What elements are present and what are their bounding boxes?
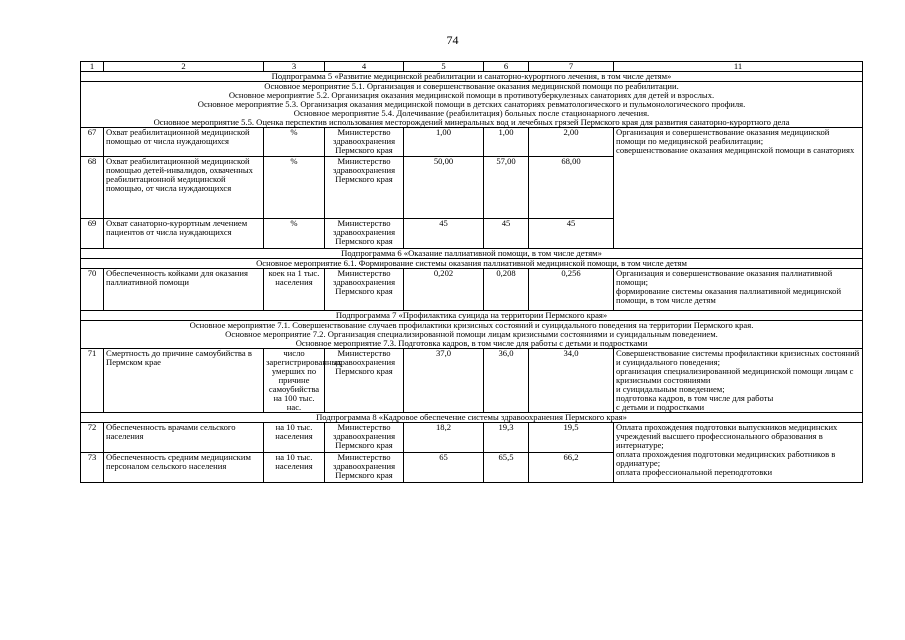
value-col6: 57,00 — [484, 157, 529, 219]
header-cell: 11 — [614, 62, 863, 72]
value-col5: 0,202 — [404, 269, 484, 311]
responsible-org: Министерство здравоохранения Пермского края — [325, 453, 404, 483]
measures-note: Организация и совершенствование оказания паллиативной помощи; формирование системы оказания паллиативной медицинской помощи, в том числе детям — [614, 269, 863, 311]
measures-note: Организация и совершенствование оказания медицинской помощи по медицинской реабилитации; совершенствование оказания медицинской помощи в санаториях — [614, 128, 863, 249]
indicator-name: Охват санаторно-курортным лечением пациентов от числа нуждающихся — [104, 219, 264, 249]
subprogram-6-title: Подпрограмма 6 «Оказание паллиативной помощи, в том числе детям» — [81, 249, 863, 259]
row-number: 71 — [81, 349, 104, 413]
value-col6: 45 — [484, 219, 529, 249]
header-cell: 3 — [264, 62, 325, 72]
row-number: 70 — [81, 269, 104, 311]
measures-note: Совершенствование системы профилактики кризисных состояний и суицидального поведения; организация специализированной медицинской помощи лицам с кризисными состояниями и суицидальным поведением; подготовка кадров, в том числе для работы с детьми и подростками — [614, 349, 863, 413]
value-col7: 19,5 — [529, 423, 614, 453]
value-col5: 18,2 — [404, 423, 484, 453]
unit: коек на 1 тыс. населения — [264, 269, 325, 311]
unit: % — [264, 219, 325, 249]
indicator-name: Охват реабилитационной медицинской помощью детей-инвалидов, охваченных реабилитационной медицинской помощью, от числа нуждающихся — [104, 157, 264, 219]
responsible-org: Министерство здравоохранения Пермского края — [325, 157, 404, 219]
value-col7: 68,00 — [529, 157, 614, 219]
table-row — [81, 128, 863, 157]
row-number: 67 — [81, 128, 104, 157]
responsible-org: Министерство здравоохранения Пермского края — [325, 128, 404, 157]
value-col6: 19,3 — [484, 423, 529, 453]
header-cell: 6 — [484, 62, 529, 72]
value-col6: 65,5 — [484, 453, 529, 483]
subprogram-7-measures: Основное мероприятие 7.1. Совершенствование случаев профилактики кризисных состояний и суицидального поведения на территории Пермского края. Основное мероприятие 7.2. Организация специализированной помощи лицам кризисными состояниями и суицидальным поведением. Основное мероприятие 7.3. Подготовка кадров, в том числе для работы с детьми и подростками — [81, 321, 863, 349]
responsible-org: Министерство здравоохранения Пермского края — [325, 423, 404, 453]
page-number: 74 — [446, 33, 459, 47]
value-col5: 50,00 — [404, 157, 484, 219]
measures-note: Оплата прохождения подготовки выпускников медицинских учреждений высшего профессионального образования в интернатуре; оплата прохождения подготовки медицинских работников в ординатуре; оплата профессиональной переподготовки — [614, 423, 863, 483]
value-col5: 65 — [404, 453, 484, 483]
value-col7: 2,00 — [529, 128, 614, 157]
unit: % — [264, 157, 325, 219]
indicators-table — [80, 61, 863, 483]
subprogram-8-title: Подпрограмма 8 «Кадровое обеспечение системы здравоохранения Пермского края» — [81, 413, 863, 423]
value-col5: 1,00 — [404, 128, 484, 157]
indicator-name: Смертность до причине самоубийства в Пермском крае — [104, 349, 264, 413]
header-row — [81, 62, 863, 72]
subprogram-7-title: Подпрограмма 7 «Профилактика суицида на территории Пермского края» — [81, 311, 863, 321]
value-col7: 45 — [529, 219, 614, 249]
unit: число зарегистрированных умерших по причине самоубийства на 100 тыс. нас. — [264, 349, 325, 413]
unit: % — [264, 128, 325, 157]
table-row — [81, 349, 863, 413]
indicator-name: Обеспеченность врачами сельского населения — [104, 423, 264, 453]
row-number: 68 — [81, 157, 104, 219]
indicator-name: Охват реабилитационной медицинской помощью от числа нуждающихся — [104, 128, 264, 157]
header-cell: 2 — [104, 62, 264, 72]
header-cell: 7 — [529, 62, 614, 72]
value-col6: 36,0 — [484, 349, 529, 413]
value-col6: 1,00 — [484, 128, 529, 157]
header-cell: 1 — [81, 62, 104, 72]
header-cell: 4 — [325, 62, 404, 72]
value-col5: 37,0 — [404, 349, 484, 413]
table-row — [81, 423, 863, 453]
value-col7: 66,2 — [529, 453, 614, 483]
value-col5: 45 — [404, 219, 484, 249]
value-col6: 0,208 — [484, 269, 529, 311]
value-col7: 34,0 — [529, 349, 614, 413]
subprogram-6-measures: Основное мероприятие 6.1. Формирование системы оказания паллиативной медицинской помощи, в том числе детям — [81, 259, 863, 269]
row-number: 72 — [81, 423, 104, 453]
indicator-name: Обеспеченность койками для оказания паллиативной помощи — [104, 269, 264, 311]
responsible-org: Министерство здравоохранения Пермского края — [325, 219, 404, 249]
row-number: 69 — [81, 219, 104, 249]
unit: на 10 тыс. населения — [264, 453, 325, 483]
responsible-org: Министерство здравоохранения Пермского края — [325, 269, 404, 311]
responsible-org: Министерство здравоохранения Пермского края — [325, 349, 404, 413]
table-row — [81, 269, 863, 311]
indicator-name: Обеспеченность средним медицинским персоналом сельского населения — [104, 453, 264, 483]
row-number: 73 — [81, 453, 104, 483]
value-col7: 0,256 — [529, 269, 614, 311]
unit: на 10 тыс. населения — [264, 423, 325, 453]
subprogram-5-title: Подпрограмма 5 «Развитие медицинской реабилитации и санаторно-курортного лечения, в том числе детям» — [81, 72, 863, 82]
subprogram-5-measures: Основное мероприятие 5.1. Организация и совершенствование оказания медицинской помощи по реабилитации. Основное мероприятие 5.2. Организация оказания медицинской помощи в противотуберкулезных санаториях для детей и взрослых. Основное мероприятие 5.3. Организация оказания медицинской помощи в детских санаториях ревматологического и пульмонологического профиля. Основное мероприятие 5.4. Долечивание (реабилитация) больных после стационарного лечения. Основное мероприятие 5.5. Оценка перспектив использования месторождений минеральных вод и лечебных грязей Пермского края для развития санаторно-курортного дела — [81, 82, 863, 128]
header-cell: 5 — [404, 62, 484, 72]
